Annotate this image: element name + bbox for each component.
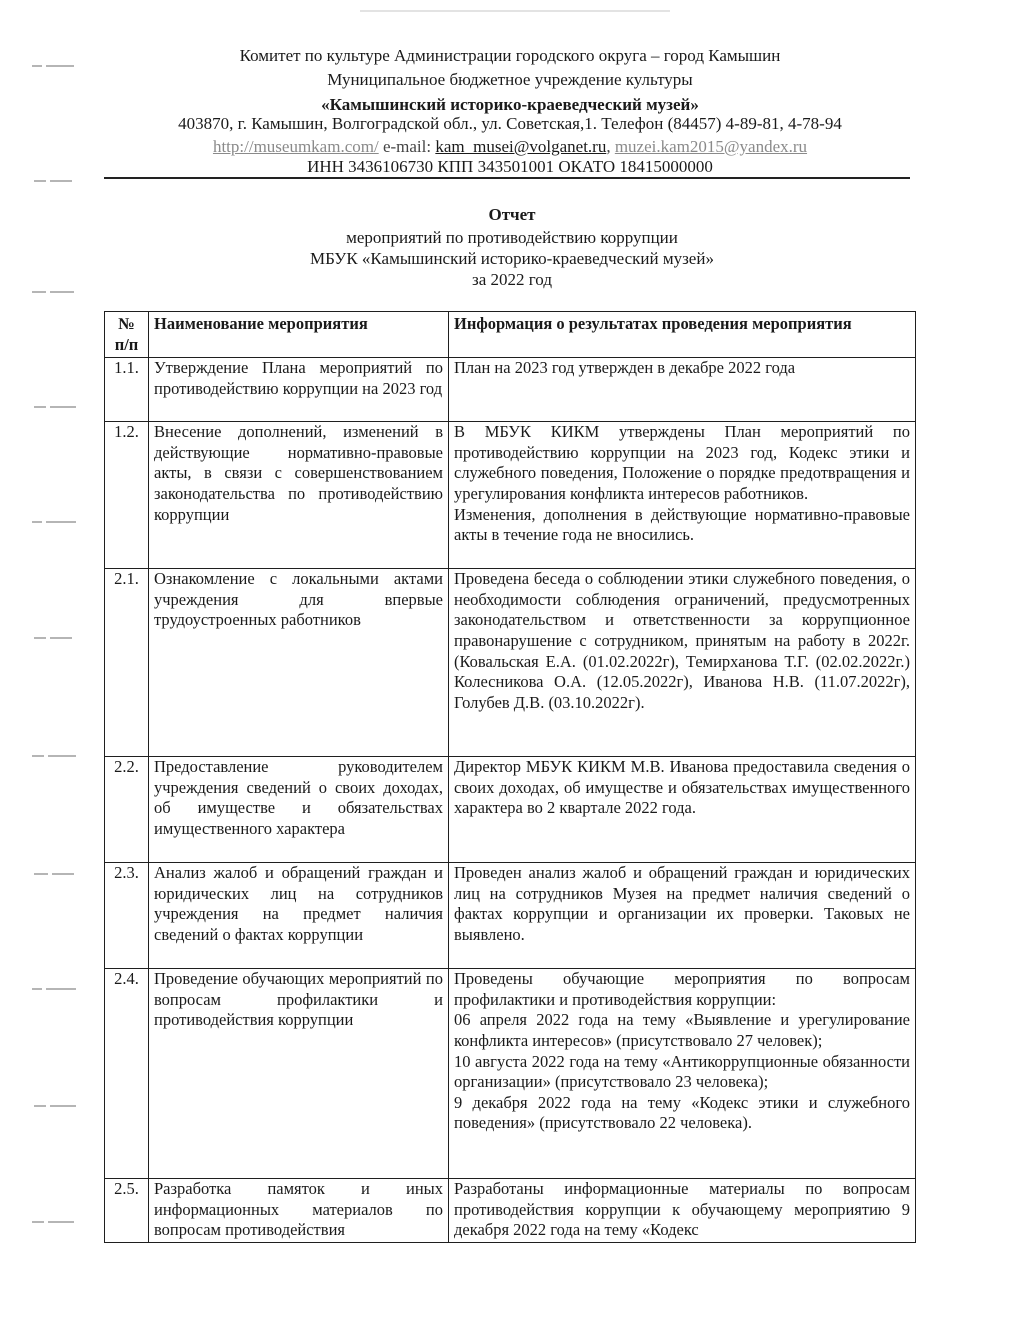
row-result [449,422,916,569]
letterhead-contacts: http://museumkam.com/ e-mail: kam_musei@volganet.ru, muzei.kam2015@yandex.ru [212,137,808,156]
row-result [449,1179,916,1243]
table-header-row [105,312,916,358]
row-result [449,969,916,1179]
letterhead-museum-name: «Камышинский историко-краеведческий музей» [321,95,699,114]
email-link-secondary[interactable]: muzei.kam2015@yandex.ru [614,137,808,156]
result-paragraph: Разработаны информационные материалы по вопросам противодействия коррупции к обучающему мероприятию 9 декабря 2022 года на тему «Кодекс [454,1179,910,1240]
result-paragraph: Проведена беседа о соблюдении этики служебного поведения, о необходимости соблюдения ограничений, предусмотренных законодательством и ответственности за коррупционное правонарушение с сотрудником, принятым на работу в 2022г. (Ковальская Е.А. (01.02.2022г), Темирханова Т.Г. (02.02.2022г.) Колесникова О.А. (12.05.2022г), Иванова Н.В. (11.07.2022г), Голубев Д.В. (03.10.2022г). [454,569,910,712]
row-result [449,569,916,757]
row-result [449,757,916,863]
scan-margin-mark [30,752,78,760]
row-activity: Ознакомление с локальными актами учреждения для впервые трудоустроенных работников [149,569,449,757]
row-number: 1.1. [105,358,149,422]
report-table [104,311,916,1243]
scan-margin-mark [30,288,78,296]
result-paragraph: 06 апреля 2022 года на тему «Выявление и урегулирование конфликта интересов» (присутствовало 27 человек); [454,1010,910,1050]
scan-margin-mark [30,634,78,642]
result-paragraph: В МБУК КИКМ утверждены План мероприятий по противодействию коррупции на 2023 год, Кодекс этики и служебного поведения, Положение о порядке предотвращения и урегулирования конфликта интересов работников. [454,422,910,503]
result-paragraph: 9 декабря 2022 года на тему «Кодекс этики и служебного поведения» (присутствовало 22 человека). [454,1092,910,1133]
table-row [105,569,916,757]
letterhead-address: 403870, г. Камышин, Волгоградской обл., ул. Советская,1. Телефон (84457) 4-89-81, 4-78-94 [178,114,842,133]
row-number: 2.4. [105,969,149,1179]
result-paragraph: 10 августа 2022 года на тему «Антикоррупционные обязанности организации» (присутствовало 23 человека); [454,1051,910,1092]
row-activity: Анализ жалоб и обращений граждан и юридических лиц на сотрудников учреждения на предмет наличия сведений о фактах коррупции [149,863,449,969]
row-number: 2.2. [105,757,149,863]
row-result [449,358,916,422]
scan-margin-mark [30,985,78,993]
report-title: Отчет [488,205,536,224]
table-row [105,422,916,569]
scan-margin-mark [30,1218,78,1226]
result-paragraph: Проведены обучающие мероприятия по вопросам профилактики и противодействия коррупции: [454,969,910,1009]
row-result [449,863,916,969]
table-row [105,969,916,1179]
row-number: 2.3. [105,863,149,969]
result-paragraph: План на 2023 год утвержден в декабре 2022 года [454,358,796,378]
report-subtitle: мероприятий по противодействию коррупции [346,228,678,247]
table-row [105,358,916,422]
table-row [105,1179,916,1243]
table-row [105,863,916,969]
row-number: 1.2. [105,422,149,569]
email-link-primary[interactable]: kam_musei@volganet.ru [435,137,607,156]
website-link[interactable]: http://museumkam.com/ [212,137,379,156]
header-number: № п/п [105,312,149,358]
report-organization: МБУК «Камышинский историко-краеведческий музей» [310,249,714,268]
header-info: Информация о результатах проведения мероприятия [449,312,916,358]
row-number: 2.5. [105,1179,149,1243]
letterhead-committee: Комитет по культуре Администрации городского округа – город Камышин [239,46,781,65]
table-row [105,757,916,863]
row-activity: Проведение обучающих мероприятий по вопросам профилактики и противодействия коррупции [149,969,449,1179]
email-label: e-mail: [382,137,432,156]
scan-margin-mark [30,403,78,411]
row-number: 2.1. [105,569,149,757]
result-paragraph: Директор МБУК КИКМ М.В. Иванова предоставила сведения о своих доходах, об имуществе и обязательствах имущественного характера во 2 квартале 2022 года. [454,757,910,818]
letterhead-divider [104,177,910,179]
row-activity: Предоставление руководителем учреждения сведений о своих доходах, об имуществе и обязательствах имущественного характера [149,757,449,863]
letterhead-requisites: ИНН 3436106730 КПП 343501001 ОКАТО 18415000000 [307,157,713,176]
scan-margin-mark [30,177,78,185]
row-activity: Утверждение Плана мероприятий по противодействию коррупции на 2023 год [149,358,449,422]
row-activity: Внесение дополнений, изменений в действующие нормативно-правовые акты, в связи с совершенствованием законодательства по противодействию коррупции [149,422,449,569]
scan-margin-mark [30,870,78,878]
scan-margin-mark [30,62,78,70]
header-name: Наименование мероприятия [149,312,449,358]
scan-margin-mark [30,1102,78,1110]
scan-margin-mark [30,518,78,526]
row-activity: Разработка памяток и иных информационных материалов по вопросам противодействия [149,1179,449,1243]
result-paragraph: Проведен анализ жалоб и обращений граждан и юридических лиц на сотрудников Музея на предмет наличия сведений о фактах коррупции и организации их проверки. Таковых не выявлено. [454,863,910,944]
letterhead-institution-type: Муниципальное бюджетное учреждение культуры [327,70,693,89]
result-paragraph: Изменения, дополнения в действующие нормативно-правовые акты в течение года не вносились. [454,504,910,545]
report-period: за 2022 год [472,270,552,289]
scan-artifact [360,10,670,12]
